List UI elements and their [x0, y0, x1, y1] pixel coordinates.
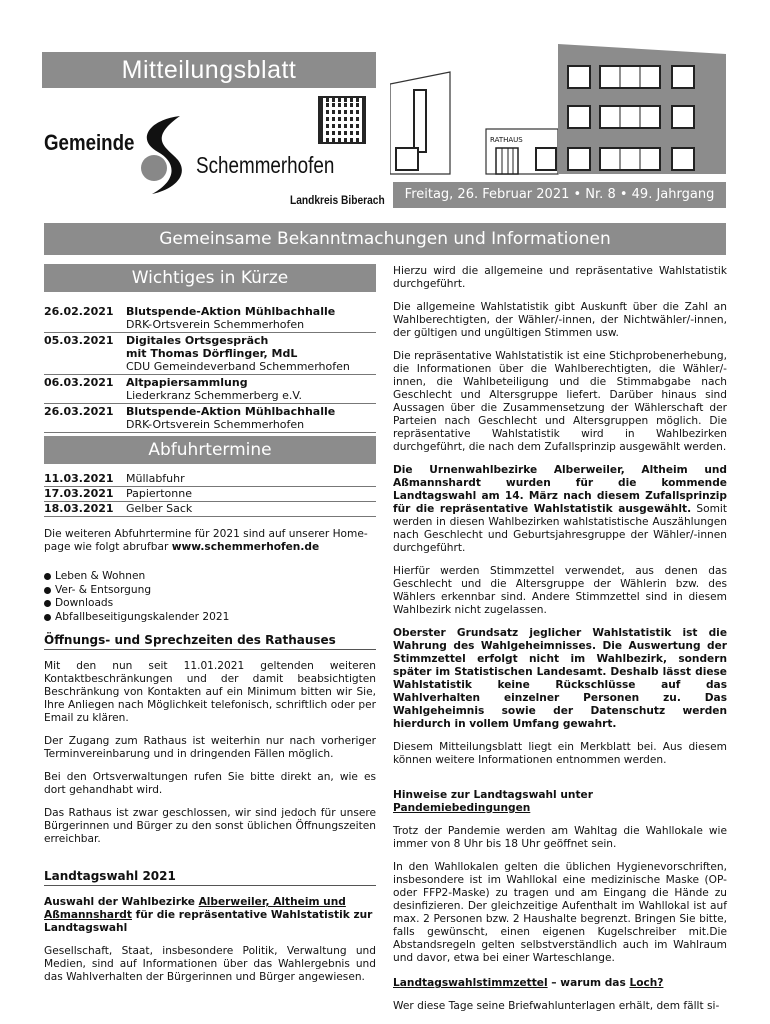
path-item[interactable]	[44, 597, 376, 611]
election-districts-link[interactable]: Alberweiler, Altheim und Aßmannshardt	[44, 896, 346, 921]
website-path-list	[44, 570, 376, 624]
event-date: 05.03.2021	[44, 334, 114, 347]
right-column	[393, 265, 727, 1013]
ballot-link[interactable]: Landtagswahlstimmzettel	[393, 977, 548, 989]
event-organizer: DRK-Ortsverein Schemmerhofen	[126, 418, 305, 431]
event-date: 06.03.2021	[44, 376, 114, 389]
municipality-logo	[128, 110, 198, 200]
election-paragraph: Gesellschaft, Staat, insbesondere Politik, Verwaltung und Medien, sind auf Informationen über das Wahlergebnis und das Wahlverhalten der Bürgerinnen und Bürger angewiesen.	[44, 945, 376, 983]
ballot-heading	[393, 977, 727, 990]
path-item[interactable]	[44, 570, 376, 584]
bullet-icon	[44, 614, 51, 621]
event-date: 26.03.2021	[44, 405, 114, 418]
election-subheading-text: Auswahl der Wahlbezirke	[44, 896, 199, 908]
qr-code[interactable]	[320, 98, 364, 142]
section-heading-wichtiges: Wichtiges in Kürze	[44, 264, 376, 292]
statistics-paragraph: Die repräsentative Wahlstatistik ist eine Stichprobenerhebung, die Informationen über die Wahlberechtigten, die Wähler/-innen, die Wahlbeteiligung und die Stimmabgabe nach Geschlecht und Altersgruppe liefert. Darüber hinaus sind Aussagen über die Zusammensetzung der Wählerschaft der Parteien nach Geschlecht und Altersgruppen möglich. Die repräsentative Wahlstatistik wird in Wahlbezirken durchgeführt, die nach dem Zufallsprinzip ausgewählt werden.	[393, 350, 727, 453]
municipality-word: Gemeinde	[44, 130, 135, 155]
collection-date: 11.03.2021	[44, 472, 114, 485]
pandemic-link[interactable]: Pandemiebedingungen	[393, 802, 531, 814]
opening-hours-paragraph: Bei den Ortsverwaltungen rufen Sie bitte direkt an, wie es dort gehandhabt wird.	[44, 771, 376, 796]
event-row	[44, 375, 376, 404]
path-label: Leben & Wohnen	[55, 570, 146, 583]
pandemic-paragraph: Trotz der Pandemie werden am Wahltag die Wahllokale wie immer von 8 Uhr bis 18 Uhr geöffnet sein.	[393, 825, 727, 850]
issue-date-bar: Freitag, 26. Februar 2021 • Nr. 8 • 49. Jahrgang	[393, 182, 726, 208]
collection-type: Gelber Sack	[126, 502, 193, 515]
collection-row	[44, 502, 376, 517]
election-section	[44, 870, 376, 984]
bullet-icon	[44, 600, 51, 607]
statistics-paragraph: Hierfür werden Stimmzettel verwendet, aus denen das Geschlecht und die Altersgruppe der Wählerin bzw. des Wählers erkennbar sind. Andere Stimmzettel sind in diesem Wahlbezirk nicht zugelassen.	[393, 565, 727, 616]
event-title-line2: mit Thomas Dörflinger, MdL	[126, 347, 298, 360]
section-heading-main: Gemeinsame Bekanntmachungen und Informationen	[44, 223, 726, 255]
opening-hours-section	[44, 634, 376, 846]
election-subheading	[44, 896, 376, 935]
path-item[interactable]	[44, 584, 376, 598]
statistics-paragraph	[393, 464, 727, 555]
path-item[interactable]	[44, 611, 376, 625]
bullet-icon	[44, 573, 51, 580]
ballot-paragraph: Wer diese Tage seine Briefwahlunterlagen erhält, dem fällt si-	[393, 1000, 720, 1012]
event-row	[44, 404, 376, 433]
statistics-paragraph: Die allgemeine Wahlstatistik gibt Auskunft über die Zahl an Wahlberechtigten, der Wähler/-innen, der Nichtwähler/-innen, der gültigen und ungültigen Stimmen usw.	[393, 301, 727, 339]
town-hall-illustration	[390, 44, 730, 180]
event-row	[44, 333, 376, 375]
opening-hours-heading: Öffnungs- und Sprechzeiten des Rathauses	[44, 634, 376, 650]
collection-row	[44, 487, 376, 502]
collection-date: 18.03.2021	[44, 502, 114, 515]
election-subheading-text: für die repräsentative Wahlstatistik zur Landtagswahl	[44, 909, 373, 934]
event-organizer: CDU Gemeindeverband Schemmerhofen	[126, 360, 350, 373]
event-title: Blutspende-Aktion Mühlbachhalle	[126, 305, 336, 318]
opening-hours-paragraph: Das Rathaus ist zwar geschlossen, wir sind jedoch für unsere Bürgerinnen und Bürger zu den sonst üblichen Öffnungszeiten erreichbar.	[44, 807, 376, 845]
collection-table	[44, 472, 376, 517]
event-organizer: DRK-Ortsverein Schemmerhofen	[126, 318, 305, 331]
ballot-heading-text: – warum das	[547, 977, 630, 989]
event-row	[44, 304, 376, 333]
bullet-icon	[44, 587, 51, 594]
event-title: Blutspende-Aktion Mühlbachhalle	[126, 405, 336, 418]
hole-link[interactable]: Loch?	[629, 977, 664, 989]
statistics-highlight: Die Urnenwahlbezirke Alberweiler, Altheim und Aßmannshardt wurden für die kommende Landtagswahl am 14. März nach diesem Zufallsprinzip für die repräsentative Wahlstatistik ausgewählt.	[393, 464, 727, 515]
events-table	[44, 304, 376, 433]
path-label: Downloads	[55, 597, 114, 610]
rathaus-sign: RATHAUS	[490, 136, 523, 144]
privacy-paragraph: Oberster Grundsatz jeglicher Wahlstatistik ist die Wahrung des Wahlgeheimnisses. Die Auswertung der Stimmzettel erfolgt nicht im Wahlbezirk, sondern später im Statistischen Landesamt. Deshalb lässt diese Wahlstatistik keine Rückschlüsse auf das Wahlverhalten einzelner Personen zu. Das Wahlgeheimnis sowie der Datenschutz werden hierdurch in vollem Umfang gewahrt.	[393, 627, 727, 730]
abfuhr-note-text: Die weiteren Abfuhrtermine für 2021 sind auf unserer Home-page wie folgt abrufbar	[44, 528, 368, 553]
statistics-text: Somit werden in diesen Wahlbezirken wahlstatistische Auszählungen nach Geschlecht und Geburtsjahresgruppe der Wähler/-innen durchgeführt.	[393, 503, 727, 554]
abfuhr-note	[44, 528, 376, 554]
statistics-paragraph: Hierzu wird die allgemeine und repräsentative Wahlstatistik durchgeführt.	[393, 265, 727, 290]
election-heading: Landtagswahl 2021	[44, 870, 376, 886]
opening-hours-paragraph: Der Zugang zum Rathaus ist weiterhin nur nach vorheriger Terminvereinbarung und in dringenden Fällen möglich.	[44, 735, 376, 760]
event-date: 26.02.2021	[44, 305, 114, 318]
opening-hours-paragraph: Mit den nun seit 11.01.2021 geltenden weiteren Kontaktbeschränkungen und der damit beabsichtigten Beschränkung von Kontakten auf ein Minimum bitten wir Sie, Ihre Anliegen nach Möglichkeit telefonisch, schriftlich oder per Email zu klären.	[44, 660, 376, 724]
district-name: Landkreis Biberach	[290, 193, 385, 207]
pandemic-paragraph: In den Wahllokalen gelten die üblichen Hygienevorschriften, insbesondere ist im Wahllokal eine medizinische Maske (OP- oder FFP2-Maske) zu tragen und am Eingang die Hände zu desinfizieren. Der gleichzeitige Aufenthalt im Wahllokal ist auf max. 2 Personen bzw. 2 Haushalte begrenzt. Bringen Sie bitte, falls gewünscht, einen eigenen Kugelschreiber mit.Die Abstandsregeln gelten selbstverständlich auch im Wahlraum und davor, etwa bei einer Warteschlange.	[393, 861, 727, 964]
collection-row	[44, 472, 376, 487]
path-label: Abfallbeseitigungskalender 2021	[55, 610, 230, 623]
section-heading-abfuhr: Abfuhrtermine	[44, 436, 376, 464]
website-link[interactable]: www.schemmerhofen.de	[171, 541, 320, 553]
event-organizer: Liederkranz Schemmerberg e.V.	[126, 389, 303, 402]
pandemic-heading-text: Hinweise zur Landtagswahl unter	[393, 789, 593, 801]
statistics-paragraph: Diesem Mitteilungsblatt liegt ein Merkblatt bei. Aus diesem können weitere Informationen entnommen werden.	[393, 741, 727, 766]
event-title: Digitales Ortsgespräch	[126, 334, 269, 347]
pandemic-heading	[393, 789, 727, 815]
municipality-name: Schemmerhofen	[196, 152, 335, 178]
collection-type: Müllabfuhr	[126, 472, 185, 485]
masthead-title: Mitteilungsblatt	[42, 52, 376, 88]
event-title: Altpapiersammlung	[126, 376, 248, 389]
collection-date: 17.03.2021	[44, 487, 114, 500]
path-label: Ver- & Entsorgung	[55, 583, 152, 596]
collection-type: Papiertonne	[126, 487, 192, 500]
